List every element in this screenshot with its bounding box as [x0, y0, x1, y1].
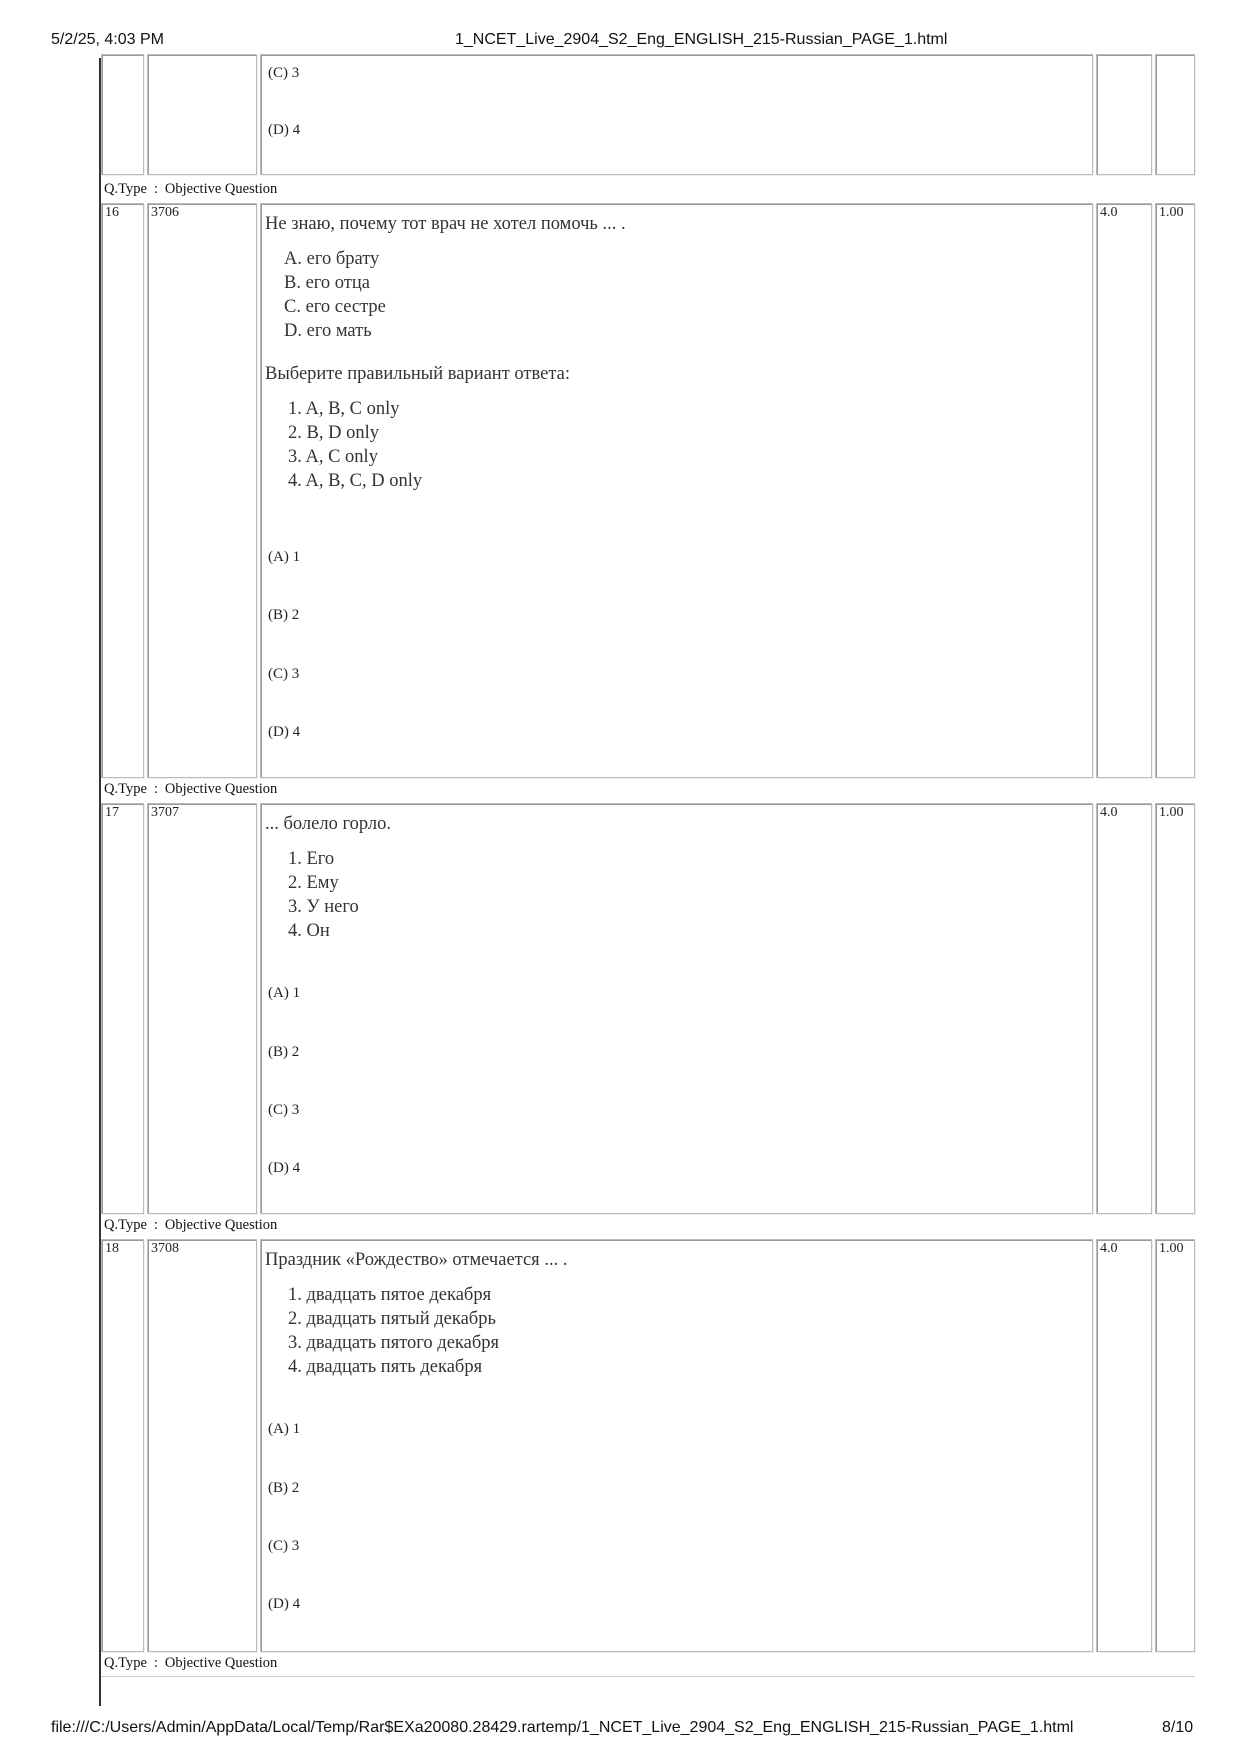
cell-id-empty	[147, 54, 257, 175]
list-item: 4. A, B, C, D only	[288, 471, 423, 491]
question-prompt: Выберите правильный вариант ответа:	[265, 364, 571, 384]
question-text: Праздник «Рождество» отмечается ... .	[265, 1250, 568, 1270]
list-item: 1. Его	[288, 849, 335, 869]
answer-option: (B) 2	[268, 1480, 300, 1496]
question-cell	[260, 203, 1093, 778]
qtype-line	[104, 181, 277, 198]
cell-neg-empty	[1155, 54, 1195, 175]
print-title: 1_NCET_Live_2904_S2_Eng_ENGLISH_215-Russian_PAGE_1.html	[455, 31, 948, 48]
answer-option: (B) 2	[268, 1044, 300, 1060]
question-cell	[260, 803, 1093, 1214]
answer-option: (A) 1	[268, 1421, 301, 1437]
question-number: 17	[101, 803, 144, 1214]
qtype-value: Objective Question	[164, 181, 278, 197]
answer-option: (A) 1	[268, 985, 301, 1001]
qtype-label: Q.Type	[104, 181, 147, 197]
answer-option: (B) 2	[268, 607, 300, 623]
question-negative-marks: 1.00	[1155, 803, 1195, 1214]
cell-num-empty	[101, 54, 144, 175]
question-id: 3708	[147, 1239, 257, 1652]
list-item: 2. B, D only	[288, 423, 379, 443]
list-item: A. его брату	[284, 249, 380, 269]
choice-list	[265, 397, 1088, 493]
question-marks: 4.0	[1096, 1239, 1152, 1652]
qtype-label: Q.Type	[104, 1217, 147, 1233]
question-marks: 4.0	[1096, 803, 1152, 1214]
print-page-number: 8/10	[1162, 1719, 1194, 1736]
list-item: 1. двадцать пятое декабря	[288, 1285, 492, 1305]
choice-list	[265, 847, 1088, 943]
print-datetime: 5/2/25, 4:03 PM	[51, 31, 164, 48]
list-item: C. его сестре	[284, 297, 386, 317]
list-item: 4. Он	[288, 921, 330, 941]
qtype-label: Q.Type	[104, 1655, 147, 1671]
question-text: ... болело горло.	[265, 814, 391, 834]
list-item: 4. двадцать пять декабря	[288, 1357, 483, 1377]
list-item: 1. A, B, C only	[288, 399, 400, 419]
qtype-value: Objective Question	[164, 1655, 278, 1671]
answer-option: (C) 3	[268, 65, 300, 81]
list-item: 2. Ему	[288, 873, 339, 893]
cell-question-partial	[260, 54, 1093, 175]
list-item: 2. двадцать пятый декабрь	[288, 1309, 496, 1329]
qtype-line	[104, 1655, 277, 1672]
qtype-separator: :	[153, 1655, 158, 1671]
qtype-line	[104, 1217, 277, 1234]
qtype-line	[104, 781, 277, 798]
question-table	[99, 58, 1184, 1706]
question-negative-marks: 1.00	[1155, 1239, 1195, 1652]
question-id: 3707	[147, 803, 257, 1214]
list-item: 3. A, C only	[288, 447, 378, 467]
question-number: 16	[101, 203, 144, 778]
question-negative-marks: 1.00	[1155, 203, 1195, 778]
list-item: 3. двадцать пятого декабря	[288, 1333, 500, 1353]
question-id: 3706	[147, 203, 257, 778]
answer-option: (C) 3	[268, 1102, 300, 1118]
answer-option: (D) 4	[268, 724, 301, 740]
answer-option: (A) 1	[268, 549, 301, 565]
list-item: D. его мать	[284, 321, 372, 341]
answer-option: (C) 3	[268, 666, 300, 682]
answer-option: (D) 4	[268, 1596, 301, 1612]
question-items	[265, 247, 1088, 343]
question-marks: 4.0	[1096, 203, 1152, 778]
cell-marks-empty	[1096, 54, 1152, 175]
question-number: 18	[101, 1239, 144, 1652]
answer-option: (D) 4	[268, 1160, 301, 1176]
table-bottom-rule	[101, 1676, 1195, 1677]
qtype-separator: :	[153, 781, 158, 797]
choice-list	[265, 1283, 1088, 1379]
answer-option: (C) 3	[268, 1538, 300, 1554]
qtype-label: Q.Type	[104, 781, 147, 797]
answer-option: (D) 4	[268, 122, 301, 138]
print-file-path: file:///C:/Users/Admin/AppData/Local/Temp/Rar$EXa20080.28429.rartemp/1_NCET_Live_2904_S2_Eng_ENGLISH_215-Russian_PAGE_1.html	[51, 1719, 1074, 1736]
list-item: 3. У него	[288, 897, 359, 917]
qtype-separator: :	[153, 181, 158, 197]
list-item: B. его отца	[284, 273, 371, 293]
qtype-value: Objective Question	[164, 781, 278, 797]
question-text: Не знаю, почему тот врач не хотел помочь ... .	[265, 214, 626, 234]
qtype-value: Objective Question	[164, 1217, 278, 1233]
qtype-separator: :	[153, 1217, 158, 1233]
question-cell	[260, 1239, 1093, 1652]
